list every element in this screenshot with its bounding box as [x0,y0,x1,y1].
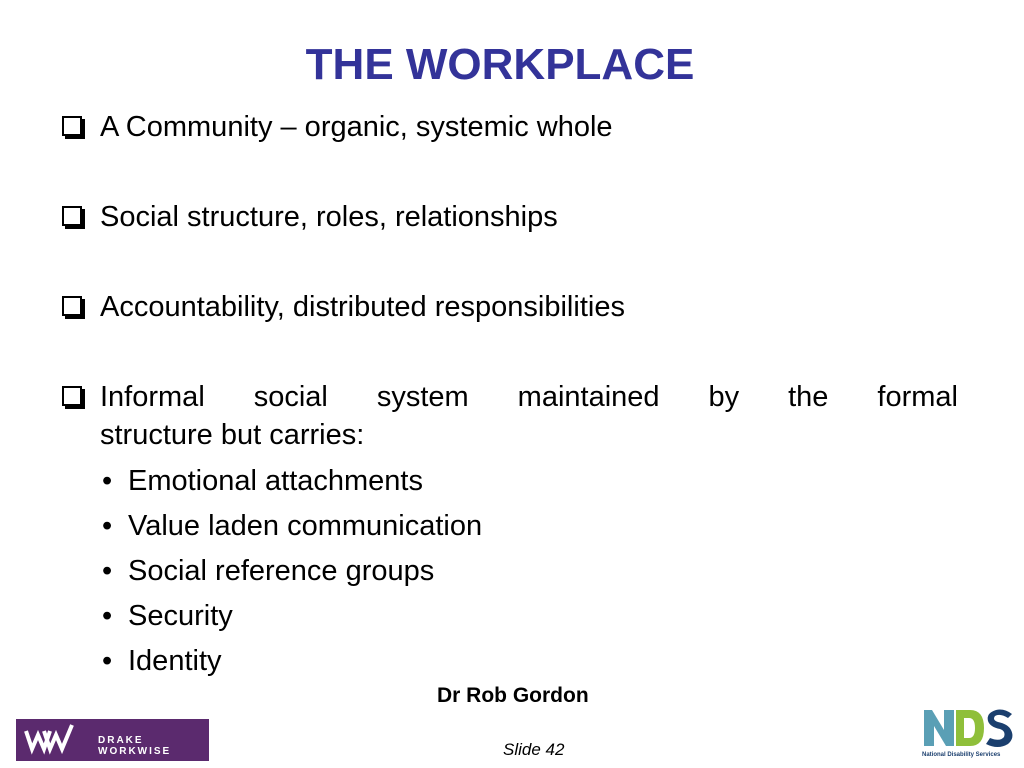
drake-workwise-logo [16,719,209,761]
dot-bullet-icon: • [102,510,113,542]
bullet-item [60,198,960,236]
bullet-item [60,108,960,146]
sub-bullet-item [100,642,960,680]
nds-logo-caption: National Disability Services [922,752,1001,758]
dot-bullet-icon: • [102,465,113,497]
sub-bullet-text: Security [128,600,233,632]
sub-bullet-item [100,597,960,635]
bullet-text: A Community – organic, systemic whole [100,111,613,143]
dot-bullet-icon: • [102,600,113,632]
sub-bullet-item [100,462,960,500]
sub-bullet-item [100,507,960,545]
bullet-item [60,378,960,680]
sub-bullet-list [100,462,960,680]
bullet-text: Accountability, distributed responsibilities [100,291,625,323]
bullet-text-line2: structure but carries: [100,419,365,451]
drake-logo-text: DRAKE WORKWISE [98,735,172,757]
sub-bullet-item [100,552,960,590]
sub-bullet-text: Emotional attachments [128,465,423,497]
bullet-text-line1: Informal social system maintained by the formal [100,381,958,413]
bullet-item [60,288,960,326]
nds-letters-icon [920,706,1016,750]
checkbox-bullet-icon [62,116,82,136]
bullet-text: Social structure, roles, relationships [100,201,558,233]
checkbox-bullet-icon [62,296,82,316]
sub-bullet-text: Social reference groups [128,555,435,587]
dot-bullet-icon: • [102,645,113,677]
checkbox-bullet-icon [62,386,82,406]
sub-bullet-text: Value laden communication [128,510,483,542]
sub-bullet-text: Identity [128,645,222,677]
dot-bullet-icon: • [102,555,113,587]
slide-number: Slide 42 [503,740,565,759]
bullet-list [60,108,960,687]
checkbox-bullet-icon [62,206,82,226]
presenter-name: Dr Rob Gordon [437,684,589,707]
slide-title: THE WORKPLACE [305,40,695,89]
